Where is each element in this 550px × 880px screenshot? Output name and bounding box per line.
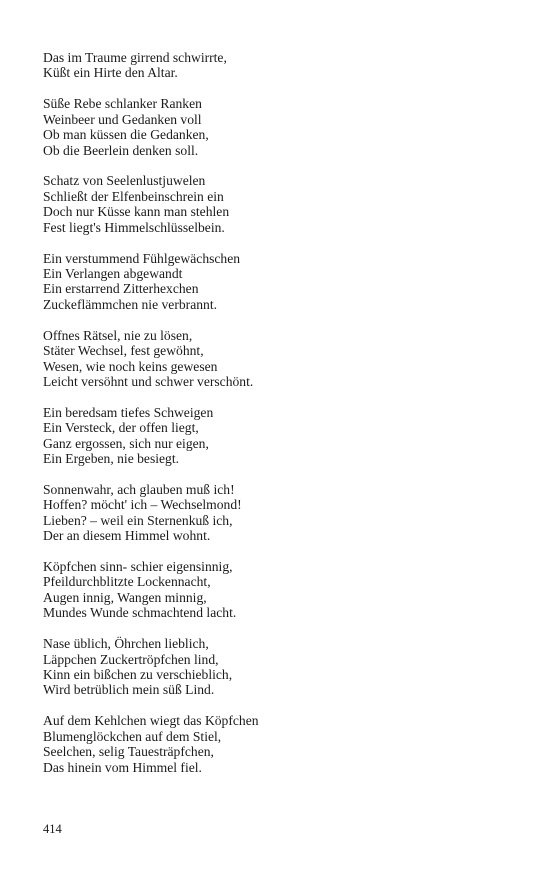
poem-line: Offnes Rätsel, nie zu lösen, bbox=[43, 327, 193, 343]
poem-line: Das im Traume girrend schwirrte, bbox=[43, 50, 227, 65]
poem-line: Kinn ein bißchen zu verschieblich, bbox=[43, 667, 233, 682]
poem-line: Das hinein vom Himmel fiel. bbox=[43, 759, 202, 775]
poem-line: Hoffen? möcht' ich – Wechselmond! bbox=[43, 497, 242, 513]
poem-line: Ein Ergeben, nie besiegt. bbox=[43, 451, 180, 467]
poem-text bbox=[43, 50, 513, 790]
poem-line: Ein verstummend Fühlgewächschen bbox=[43, 250, 241, 266]
poem-line: Doch nur Küsse kann man stehlen bbox=[43, 204, 230, 220]
poem-line: Ein Versteck, der offen liegt, bbox=[43, 420, 199, 436]
poem-line: Nase üblich, Öhrchen lieblich, bbox=[43, 636, 209, 652]
poem-line: Köpfchen sinn- schier eigensinnig, bbox=[43, 559, 233, 575]
poem-line: Wesen, wie noch keins gewesen bbox=[43, 358, 218, 374]
poem-line: Schließt der Elfenbeinschrein ein bbox=[43, 188, 224, 204]
poem-line: Der an diesem Himmel wohnt. bbox=[43, 528, 211, 544]
poem-line: Fest liegt's Himmelschlüsselbein. bbox=[43, 219, 225, 235]
poem-line: Ein erstarrend Zitterhexchen bbox=[43, 281, 199, 297]
poem-line: Ein beredsam tiefes Schweigen bbox=[43, 404, 214, 420]
poem-line: Lieben? – weil ein Sternenkuß ich, bbox=[43, 512, 233, 528]
poem-line: Seelchen, selig Tauesträpfchen, bbox=[43, 744, 214, 760]
page-number: 414 bbox=[43, 822, 62, 836]
poem-line: Wird betrüblich mein süß Lind. bbox=[43, 682, 215, 698]
stanza bbox=[43, 96, 513, 158]
poem-line: Mundes Wunde schmachtend lacht. bbox=[43, 605, 237, 621]
poem-line: Ein Verlangen abgewandt bbox=[43, 265, 183, 281]
stanza bbox=[43, 636, 513, 698]
stanza bbox=[43, 328, 513, 390]
stanza bbox=[43, 559, 513, 621]
poem-line: Stäter Wechsel, fest gewöhnt, bbox=[43, 343, 204, 359]
poem-line: Blumenglöckchen auf dem Stiel, bbox=[43, 728, 222, 744]
poem-line: Ob man küssen die Gedanken, bbox=[43, 127, 209, 143]
poem-line: Zuckeflämmchen nie verbrannt. bbox=[43, 296, 217, 312]
poem-line: Augen innig, Wangen minnig, bbox=[43, 589, 207, 605]
poem-line: Weinbeer und Gedanken voll bbox=[43, 111, 202, 127]
poem-line: Pfeildurchblitzte Lockennacht, bbox=[43, 574, 211, 590]
stanza bbox=[43, 173, 513, 235]
stanza bbox=[43, 251, 513, 313]
stanza bbox=[43, 50, 513, 81]
poem-line: Süße Rebe schlanker Ranken bbox=[43, 96, 202, 112]
stanza bbox=[43, 405, 513, 467]
stanza bbox=[43, 713, 513, 775]
poem-line: Leicht versöhnt und schwer verschönt. bbox=[43, 373, 254, 389]
poem-line: Ob die Beerlein denken soll. bbox=[43, 142, 199, 158]
poem-line: Küßt ein Hirte den Altar. bbox=[43, 65, 178, 81]
poem-line: Ganz ergossen, sich nur eigen, bbox=[43, 435, 209, 451]
poem-line: Schatz von Seelenlustjuwelen bbox=[43, 173, 206, 189]
poem-line: Läppchen Zuckertröpfchen lind, bbox=[43, 651, 219, 667]
poem-line: Sonnenwahr, ach glauben muß ich! bbox=[43, 481, 235, 497]
stanza bbox=[43, 482, 513, 544]
poem-line: Auf dem Kehlchen wiegt das Köpfchen bbox=[43, 713, 259, 729]
